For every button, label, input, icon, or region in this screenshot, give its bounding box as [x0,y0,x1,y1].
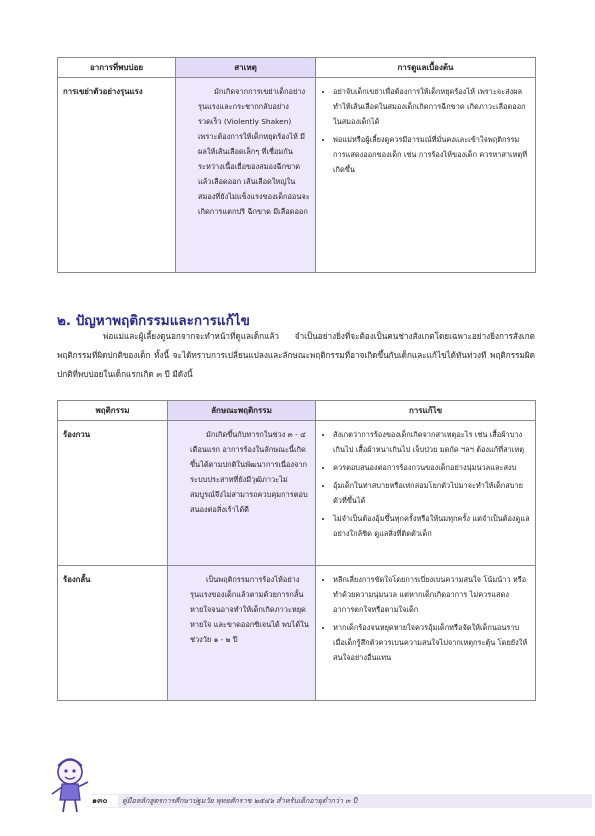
care-cell [316,78,536,273]
section-title: ๒. ปัญหาพฤติกรรมและการแก้ไข [57,313,250,329]
table-header-row [58,58,536,78]
description-text: เป็นพฤติกรรมการร้องไห้อย่างรุนแรงของเด็กแล้วตามด้วยการกลั้นหายใจจนอาจทำให้เด็กเกิดภาวะหยุดหายใจ และขาดออกซิเจนได้ พบได้ในช่วงวัย ๑ - ๒ ปี [190,575,309,644]
mascot-icon [48,754,96,818]
description-cell [168,421,316,566]
table-row [58,566,536,701]
description-text: มักเกิดขึ้นกับทารกในช่วง ๓ - ๔ เดือนแรก อาการร้องในลักษณะนี้เกิดขึ้นได้ตามปกติในพัฒนาการเนื่องจากระบบประสาทที่ยังมีวุฒิภาวะไม่สมบูรณ์จึงไม่สามารถควบคุมการตอบสนองต่อสิ่งเร้าได้ดี [190,430,308,514]
fix-list [321,572,530,665]
column-header: ลักษณะพฤติกรรม [168,401,316,421]
cause-cell [176,78,316,273]
list-item: • หากเด็กร้องจนหยุดหายใจควรอุ้มเด็กหรือจัดให้เด็กนอนราบ เมื่อเด็กรู้สึกตัวควรเบนความสนใจไปจากเหตุกระตุ้น โดยยังให้สนใจอย่างอื่นแทน [333,620,530,665]
list-item: • หลีกเลี่ยงการขัดใจโดยการเบี่ยงเบนความสนใจ โน้มน้าว หรือทำด้วยความนุ่มนวล แต่หากเด็กเกิดอาการ ไม่ควรแสดงอาการตกใจหรือตามใจเด็ก [333,572,530,617]
fix-cell [316,566,536,701]
cause-text: มักเกิดจากการเขย่าเด็กอย่างรุนแรงและกระชากกลับอย่างรวดเร็ว (Violently Shaken) เพราะต้องการให้เด็กหยุดร้องไห้ มีผลให้เส้นเลือดเล็กๆ ที่เชื่อมกันระหว่างเนื้อเยื่อของสมองฉีกขาด แล้วเลือดออก เส้นเลือดใหญ่ในสมองที่ยังไม่แข็งแรงของเด็กอ่อนจะเกิดการแตกปริ ฉีกขาด มีเลือดออก [198,87,310,216]
table-row [58,78,536,273]
table-row [58,421,536,566]
fix-list [321,427,530,541]
behavior-cell: ร้องกวน [58,421,168,566]
symptom-table [57,57,536,273]
fix-cell [316,421,536,566]
symptom-cell: การเขย่าตัวอย่างรุนแรง [58,78,176,273]
list-item: • ควรตอบสนองต่อการร้องกวนของเด็กอย่างนุ่มนวลและสงบ [333,460,530,475]
column-header: การดูแลเบื้องต้น [316,58,536,78]
page-number: ๑๓๐ [92,795,118,807]
intro-paragraph [57,327,535,384]
intro-text: พ่อแม่และผู้เลี้ยงดูนอกจากจะทำหน้าที่ดูแลเด็กแล้ว จำเป็นอย่างยิ่งที่จะต้องเป็นคนช่างสังเกตโดยเฉพาะอย่างยิ่งการสังเกตพฤติกรรมที่ผิดปกติของเด็ก ทั้งนี้ จะได้ทราบการเปลี่ยนแปลงและลักษณะพฤติกรรมที่อาจเกิดขึ้นกับเด็กและแก้ไขได้ทันท่วงที พฤติกรรมผิดปกติที่พบบ่อยในเด็กแรกเกิด ๓ ปี มีดังนี้ [57,331,535,379]
care-list [321,84,530,177]
behavior-cell: ร้องกลั้น [58,566,168,701]
list-item: • อุ้มเด็กในท่าสบายหรือเห่กล่อมโยกตัวไปมาจะทำให้เด็กสบายตัวที่ขึ้นได้ [333,478,530,508]
footer-title: คู่มือหลักสูตรการศึกษาปฐมวัย พุทธศักราช ๒๕๔๖ สำหรับเด็กอายุต่ำกว่า ๓ ปี [122,796,358,805]
list-item: • พ่อแม่หรือผู้เลี้ยงดูควรมีอารมณ์ที่มั่นคงและเข้าใจพฤติกรรมการแสดงออกของเด็ก เช่น การร้องไห้ของเด็ก ควรหาสาเหตุที่เกิดขึ้น [333,132,530,177]
table-header-row [58,401,536,421]
column-header: สาเหตุ [176,58,316,78]
list-item: • อย่าจับเด็กเขย่าเพื่อต้องการให้เด็กหยุดร้องไห้ เพราะจะส่งผลทำให้เส้นเลือดในสมองเด็กเกิดการฉีกขาด เกิดภาวะเลือดออกในสมองเด็กได้ [333,84,530,129]
behavior-table [57,400,536,701]
column-header: พฤติกรรม [58,401,168,421]
description-cell [168,566,316,701]
column-header: การแก้ไข [316,401,536,421]
list-item: • สังเกตว่าการร้องของเด็กเกิดจากสาเหตุอะไร เช่น เสื้อผ้าบางเกินไป เสื้อผ้าหนาเกินไป เจ็บป่วย มดกัด ฯลฯ ต้องแก้ที่สาเหตุ [333,427,530,457]
list-item: • ไม่จำเป็นต้องอุ้มขึ้นทุกครั้งหรือให้นมทุกครั้ง แต่จำเป็นต้องดูแลอย่างใกล้ชิด ดูแลสิ่งที่ติดตัวเด็ก [333,511,530,541]
column-header: อาการที่พบบ่อย [58,58,176,78]
